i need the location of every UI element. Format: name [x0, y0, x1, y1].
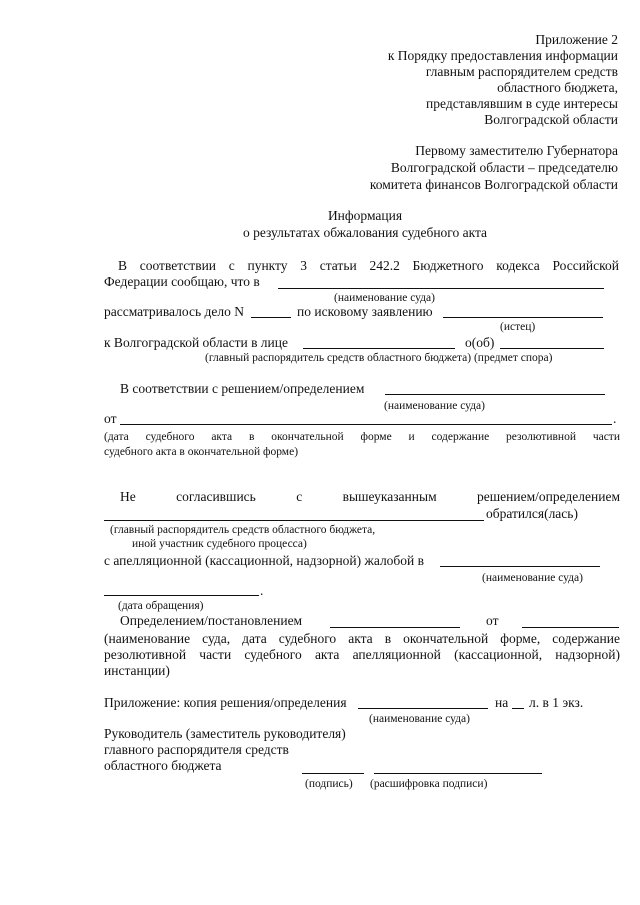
- p2-line2a: от: [104, 411, 117, 426]
- p3-line5a: Определением/постановлением: [120, 613, 303, 628]
- hint-decision-date: (дата судебного акта в окончательной форме и содержание резолютивной части: [104, 431, 620, 443]
- plaintiff-blank[interactable]: [443, 317, 603, 318]
- signer-line1: Руководитель (заместитель руководителя): [104, 726, 346, 741]
- dispute-subject-blank[interactable]: [500, 348, 604, 349]
- appeal-date-blank[interactable]: [104, 595, 259, 596]
- appendix-line: Волгоградской области: [484, 112, 618, 127]
- hint-decision-date-2: судебного акта в окончательной форме): [104, 446, 299, 458]
- p3-line4: .: [260, 583, 264, 598]
- p3-line2: обратился(лась): [486, 506, 578, 521]
- hint-plaintiff: (истец): [500, 321, 536, 333]
- p1-line3a: рассматривалось дело N: [104, 304, 244, 319]
- hint-attachment-court: (наименование суда): [369, 713, 470, 725]
- appellant-blank[interactable]: [104, 520, 484, 521]
- attachment-label: Приложение: копия решения/определения: [104, 695, 347, 710]
- hint-appellant: (главный распорядитель средств областного бюджета,: [110, 524, 376, 536]
- hint-appellant-2: иной участник судебного процесса): [132, 538, 307, 550]
- p3-line8: инстанции): [104, 663, 170, 678]
- appendix-line: Приложение 2: [535, 32, 618, 47]
- appeal-court-blank[interactable]: [440, 566, 600, 567]
- p3-line5b: от: [486, 613, 499, 628]
- hint-court-name: (наименование суда): [334, 292, 435, 304]
- ruling-blank[interactable]: [330, 627, 460, 628]
- p1-line4a: к Волгоградской области в лице: [104, 335, 288, 350]
- attachment-on: на: [495, 695, 509, 710]
- appendix-line: главным распорядителем средств: [425, 64, 618, 79]
- appendix-line: представлявшим в суде интересы: [426, 96, 618, 111]
- hint-grbs-subject: (главный распорядитель средств областного бюджета) (предмет спора): [205, 352, 553, 364]
- attachment-sheets: л. в 1 экз.: [529, 695, 584, 710]
- signer-line2: главного распорядителя средств: [104, 742, 289, 757]
- p3-line6: (наименование суда, дата судебного акта в окончательной форме, содержание: [104, 631, 620, 646]
- grbs-blank[interactable]: [303, 348, 455, 349]
- p1-line4b: о(об): [465, 335, 495, 350]
- document-title: Информация: [327, 208, 403, 223]
- hint-signature-decode: (расшифровка подписи): [370, 778, 488, 790]
- decision-court-blank[interactable]: [385, 394, 605, 395]
- p3-line7: резолютивной части судебного акта апелляционной (кассационной, надзорной): [104, 647, 620, 662]
- signer-line3: областного бюджета: [104, 758, 222, 773]
- p3-line3: с апелляционной (кассационной, надзорной) жалобой в: [104, 553, 425, 568]
- case-number-blank[interactable]: [251, 317, 291, 318]
- document-subtitle: о результатах обжалования судебного акта: [242, 225, 488, 240]
- addressee-line: Первому заместителю Губернатора: [415, 143, 618, 158]
- hint-appeal-court: (наименование суда): [482, 572, 583, 584]
- p1-line3b: по исковому заявлению: [297, 304, 433, 319]
- p2-line1: В соответствии с решением/определением: [120, 381, 365, 396]
- court-name-blank[interactable]: [278, 288, 604, 289]
- signature-blank[interactable]: [302, 773, 364, 774]
- decision-date-blank[interactable]: [120, 424, 612, 425]
- hint-appeal-date: (дата обращения): [118, 600, 204, 612]
- hint-decision-court: (наименование суда): [384, 400, 485, 412]
- sheet-count-blank[interactable]: [512, 708, 524, 709]
- ruling-date-blank[interactable]: [522, 627, 619, 628]
- addressee-line: Волгоградской области – председателю: [390, 160, 618, 175]
- hint-signature: (подпись): [305, 778, 353, 790]
- p2-line2b: .: [613, 411, 617, 426]
- appendix-line: областного бюджета,: [497, 80, 618, 95]
- p1-line1: В соответствии с пункту 3 статьи 242.2 Бюджетного кодекса Российской: [118, 258, 619, 273]
- p3-line1: Не согласившись с вышеуказанным решением/определением: [120, 489, 620, 504]
- p1-line2: Федерации сообщаю, что в: [104, 274, 260, 289]
- appendix-line: к Порядку предоставления информации: [387, 48, 618, 63]
- signature-decode-blank[interactable]: [374, 773, 542, 774]
- attachment-court-blank[interactable]: [358, 708, 488, 709]
- addressee-line: комитета финансов Волгоградской области: [369, 177, 618, 192]
